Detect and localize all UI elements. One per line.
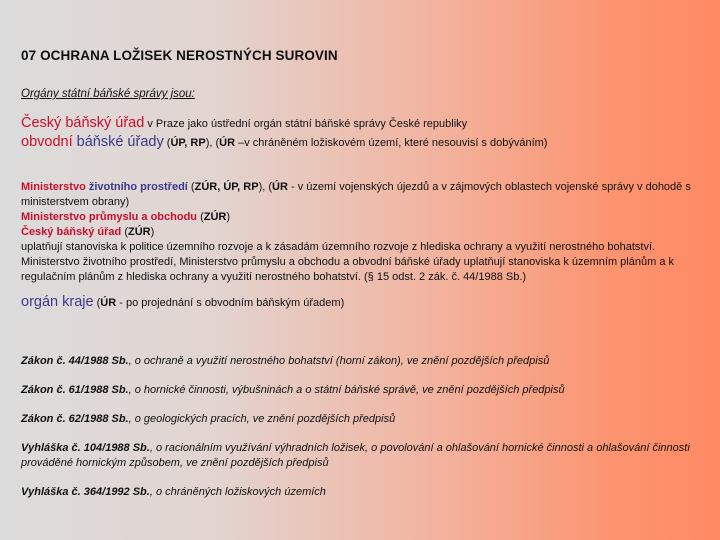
subtitle: Orgány státní báňské správy jsou: (21, 88, 195, 100)
text: ÚR (219, 137, 236, 149)
kraj-line (21, 293, 706, 312)
law-text: , o hornické činnosti, výbušninách a o státní báňské správě, ve znění pozdějších předpisů (128, 384, 565, 396)
law-item (21, 441, 706, 471)
authority-cbu (21, 114, 706, 133)
law-item (21, 383, 706, 398)
law-text: , o chráněných ložiskových územích (149, 486, 326, 498)
text: ) (226, 211, 231, 223)
authority-name-a: obvodní (21, 134, 73, 150)
text: ( (121, 226, 129, 238)
ministries-block (21, 180, 706, 285)
text: ( (163, 137, 171, 149)
stanoviska-text: uplatňují stanoviska k politice územního rozvoje a k zásadám územního rozvoje z hlediska ochrany a využití nerostného bohatství. Ministerstvo životního prostředí, Ministerstvo průmyslu a obchodu a obvodní báňské úřady uplatňují stanoviska k územním plánům a k regulačním plánům z hlediska ochrany a využití nerostného bohatství. (§ 15 odst. 2 zák. č. 44/1988 Sb.) (21, 241, 674, 283)
text: ( (197, 211, 204, 223)
text: ZÚR (203, 211, 227, 223)
text: Český báňský úřad (21, 226, 122, 238)
law-text: , o ochraně a využití nerostného bohatství (horní zákon), ve znění pozdějších předpisů (128, 355, 550, 367)
law-item (21, 354, 706, 369)
law-text: , o geologických pracích, ve znění pozdějších předpisů (128, 413, 396, 425)
slide-title: 07 OCHRANA LOŽISEK NEROSTNÝCH SUROVIN (21, 48, 338, 63)
text: ÚR (272, 181, 288, 193)
text: ), ( (205, 137, 220, 149)
text: ÚR (100, 297, 117, 309)
law-text: , o racionálním využívání výhradních ložisek, o povolování a ohlašování hornické činnosti a ohlašování činnosti prováděné hornickým způsobem, ve znění pozdějších předpisů (21, 442, 690, 469)
law-name: Vyhláška č. 364/1992 Sb. (21, 486, 150, 498)
text: - po projednání s obvodním báňským úřadem) (116, 297, 345, 309)
text: –v chráněném ložiskovém území, které nesouvisí s dobýváním) (235, 137, 548, 149)
law-item (21, 485, 706, 500)
authority-name-b: báňské úřady (72, 134, 164, 150)
text: orgán kraje (21, 294, 94, 310)
authorities-list (21, 114, 706, 152)
ministry-industry (21, 210, 706, 225)
authority-name: Český báňský úřad (21, 115, 145, 131)
law-name: Vyhláška č. 104/1988 Sb. (21, 442, 150, 454)
law-name: Zákon č. 61/1988 Sb. (21, 384, 129, 396)
law-item (21, 412, 706, 427)
law-name: Zákon č. 62/1988 Sb. (21, 413, 129, 425)
text: ), ( (258, 181, 273, 193)
text: ( (93, 297, 101, 309)
ministry-env (21, 180, 706, 210)
text: ) (150, 226, 155, 238)
text: - v území vojenských újezdů a v zájmových oblastech vojenské správy v dohodě s ministerstvem obrany) (21, 181, 691, 208)
text: ÚP, RP (170, 137, 206, 149)
law-name: Zákon č. 44/1988 Sb. (21, 355, 129, 367)
text: ZÚR, ÚP, RP (194, 181, 259, 193)
text: Ministerstvo (21, 181, 86, 193)
authority-obu (21, 133, 706, 152)
cbu (21, 225, 706, 240)
text: ( (187, 181, 195, 193)
authority-desc: v Praze jako ústřední orgán státní báňské správy České republiky (144, 118, 468, 130)
text: Ministerstvo průmyslu a obchodu (21, 211, 198, 223)
text: ZÚR (128, 226, 151, 238)
text: životního prostředí (85, 181, 188, 193)
